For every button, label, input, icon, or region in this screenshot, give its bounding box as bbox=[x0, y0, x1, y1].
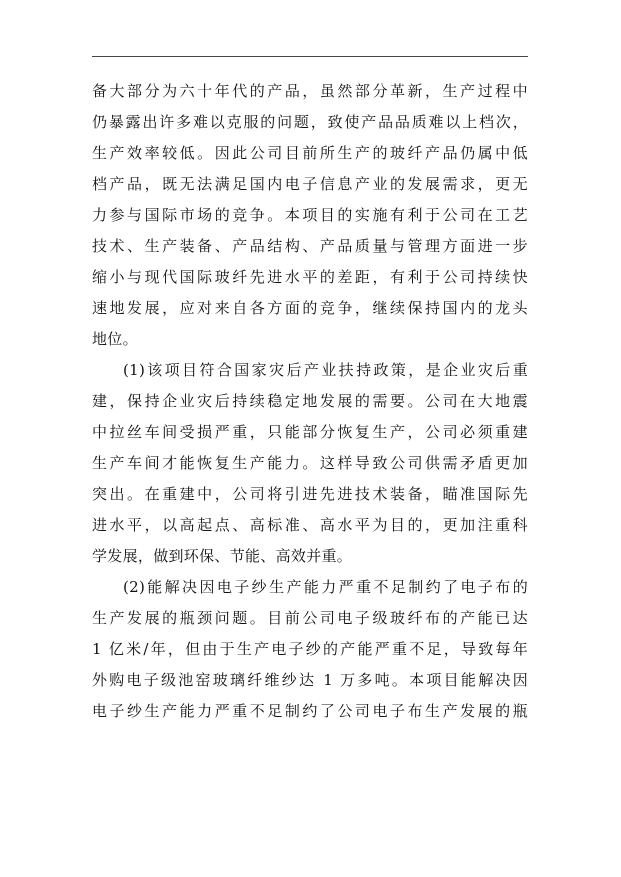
text-line: 仍暴露出许多难以克服的问题，致使产品品质难以上档次， bbox=[92, 113, 528, 131]
text-line: 技术、生产装备、产品结构、产品质量与管理方面进一步 bbox=[92, 237, 528, 255]
text-line: 电子纱生产能力严重不足制约了公司电子布生产发展的瓶 bbox=[92, 702, 528, 720]
text-line: 建，保持企业灾后持续稳定地发展的需要。公司在大地震 bbox=[92, 392, 528, 410]
text-line: 生产车间才能恢复生产能力。这样导致公司供需矛盾更加 bbox=[92, 454, 528, 472]
text-line: 档产品，既无法满足国内电子信息产业的发展需求，更无 bbox=[92, 175, 528, 193]
text-line: 速地发展，应对来自各方面的竞争，继续保持国内的龙头 bbox=[92, 299, 528, 317]
text-line: 1 亿米/年，但由于生产电子纱的产能严重不足，导致每年 bbox=[92, 640, 528, 658]
text-line: 缩小与现代国际玻纤先进水平的差距，有利于公司持续快 bbox=[92, 268, 528, 286]
text-line: 突出。在重建中，公司将引进先进技术装备，瞄准国际先 bbox=[92, 485, 528, 503]
text-line: 外购电子级池窑玻璃纤维纱达 1 万多吨。本项目能解决因 bbox=[92, 671, 528, 689]
text-line: 力参与国际市场的竞争。本项目的实施有利于公司在工艺 bbox=[92, 206, 528, 224]
header-rule bbox=[92, 56, 528, 57]
text-line: 备大部分为六十年代的产品，虽然部分革新，生产过程中 bbox=[92, 82, 528, 100]
document-body bbox=[92, 76, 528, 727]
text-line: 地位。 bbox=[92, 330, 138, 348]
paragraph-1-start: (1)该项目符合国家灾后产业扶持政策，是企业灾后重 bbox=[123, 361, 528, 379]
text-line: 生产发展的瓶颈问题。目前公司电子级玻纤布的产能已达 bbox=[92, 609, 528, 627]
text-line: 生产效率较低。因此公司目前所生产的玻纤产品仍属中低 bbox=[92, 144, 528, 162]
text-line: 学发展，做到环保、节能、高效并重。 bbox=[92, 547, 353, 565]
paragraph-2-start: (2)能解决因电子纱生产能力严重不足制约了电子布的 bbox=[123, 578, 528, 596]
text-line: 中拉丝车间受损严重，只能部分恢复生产，公司必须重建 bbox=[92, 423, 528, 441]
text-line: 进水平，以高起点、高标准、高水平为目的，更加注重科 bbox=[92, 516, 528, 534]
